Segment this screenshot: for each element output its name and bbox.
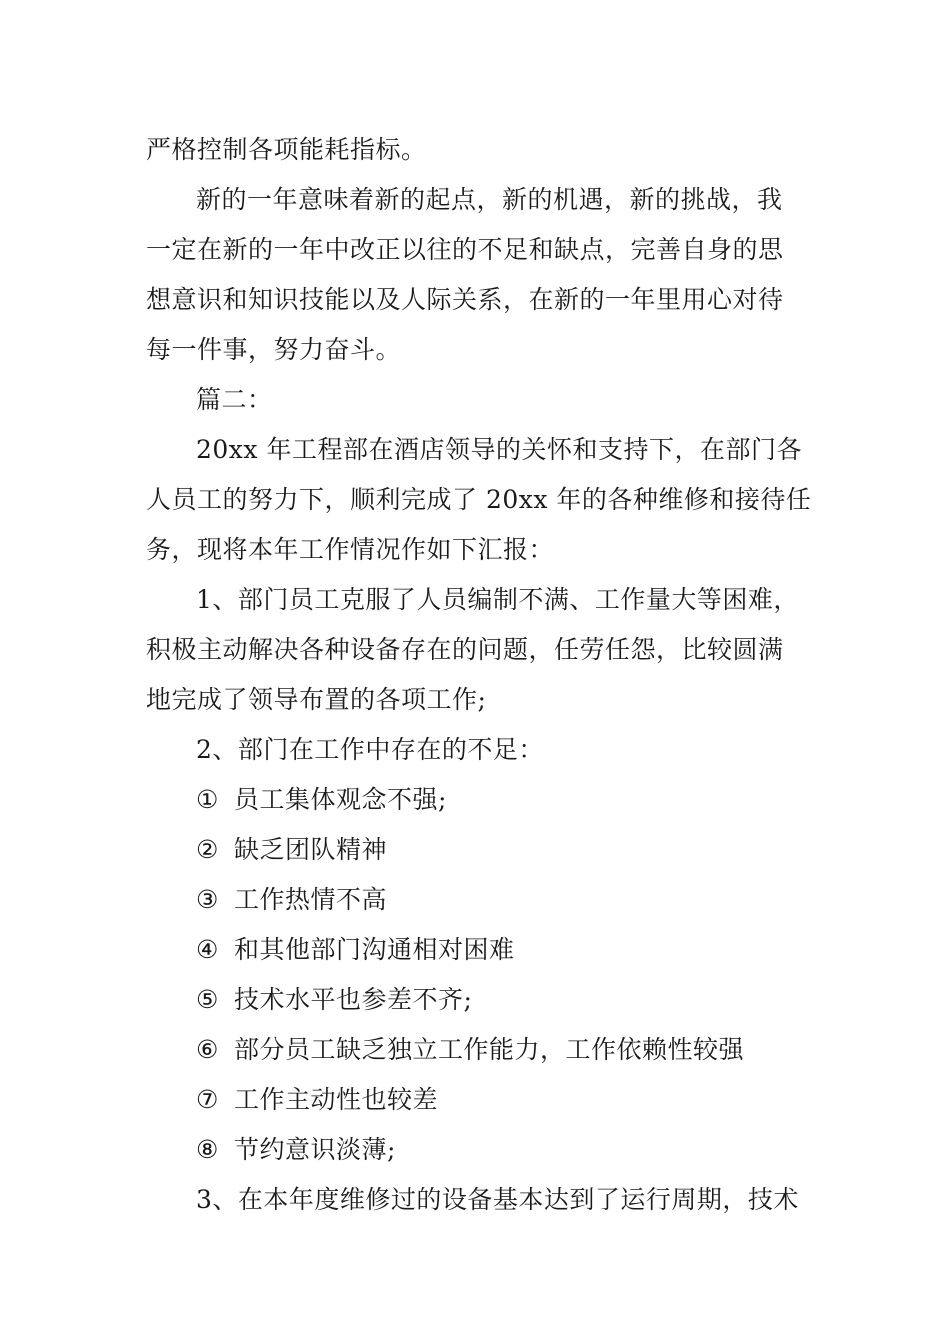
list-item bbox=[196, 934, 866, 966]
list-marker: ⑧ bbox=[196, 1135, 219, 1164]
list-marker: ① bbox=[196, 785, 219, 814]
paragraph-line: 务，现将本年工作情况作如下汇报： bbox=[146, 535, 555, 564]
list-item bbox=[196, 984, 866, 1016]
list-marker: ⑤ bbox=[196, 985, 219, 1014]
paragraph-line: 20xx 年工程部在酒店领导的关怀和支持下，在部门各 bbox=[196, 435, 802, 464]
paragraph-line: 地完成了领导布置的各项工作; bbox=[146, 685, 487, 714]
paragraph-line: 每一件事，努力奋斗。 bbox=[146, 335, 402, 364]
paragraph-line: 人员工的努力下，顺利完成了 20xx 年的各种维修和接待任 bbox=[146, 485, 812, 514]
list-item-text: 节约意识淡薄; bbox=[234, 1135, 396, 1164]
list-item-text: 工作热情不高 bbox=[234, 885, 388, 914]
list-marker: ③ bbox=[196, 885, 219, 914]
paragraph-line: 严格控制各项能耗指标。 bbox=[146, 135, 427, 164]
paragraph-line: 一定在新的一年中改正以往的不足和缺点，完善自身的思 bbox=[146, 235, 784, 264]
list-item-text: 和其他部门沟通相对困难 bbox=[234, 935, 515, 964]
list-item-text: 员工集体观念不强; bbox=[234, 785, 447, 814]
list-item-text: 部分员工缺乏独立工作能力，工作依赖性较强 bbox=[234, 1035, 745, 1064]
list-item bbox=[196, 784, 866, 816]
paragraph-line: 想意识和知识技能以及人际关系，在新的一年里用心对待 bbox=[146, 285, 784, 314]
section-heading: 篇二： bbox=[196, 385, 273, 414]
list-marker: ④ bbox=[196, 935, 219, 964]
paragraph-line: 积极主动解决各种设备存在的问题，任劳任怨，比较圆满 bbox=[146, 635, 784, 664]
list-marker: ② bbox=[196, 835, 219, 864]
paragraph-line: 2、部门在工作中存在的不足： bbox=[196, 735, 544, 764]
list-item-text: 缺乏团队精神 bbox=[234, 835, 388, 864]
list-item bbox=[196, 1134, 866, 1166]
list-item-text: 工作主动性也较差 bbox=[234, 1085, 439, 1114]
list-marker: ⑥ bbox=[196, 1035, 219, 1064]
list-item bbox=[196, 1084, 866, 1116]
paragraph-line: 1、部门员工克服了人员编制不满、工作量大等困难， bbox=[196, 585, 799, 614]
paragraph-line: 3、在本年度维修过的设备基本达到了运行周期，技术 bbox=[196, 1185, 799, 1214]
list-item bbox=[196, 884, 866, 916]
list-item bbox=[196, 834, 866, 866]
list-marker: ⑦ bbox=[196, 1085, 219, 1114]
paragraph-line: 新的一年意味着新的起点，新的机遇，新的挑战，我 bbox=[196, 185, 783, 214]
list-item bbox=[196, 1034, 866, 1066]
list-item-text: 技术水平也参差不齐; bbox=[234, 985, 473, 1014]
